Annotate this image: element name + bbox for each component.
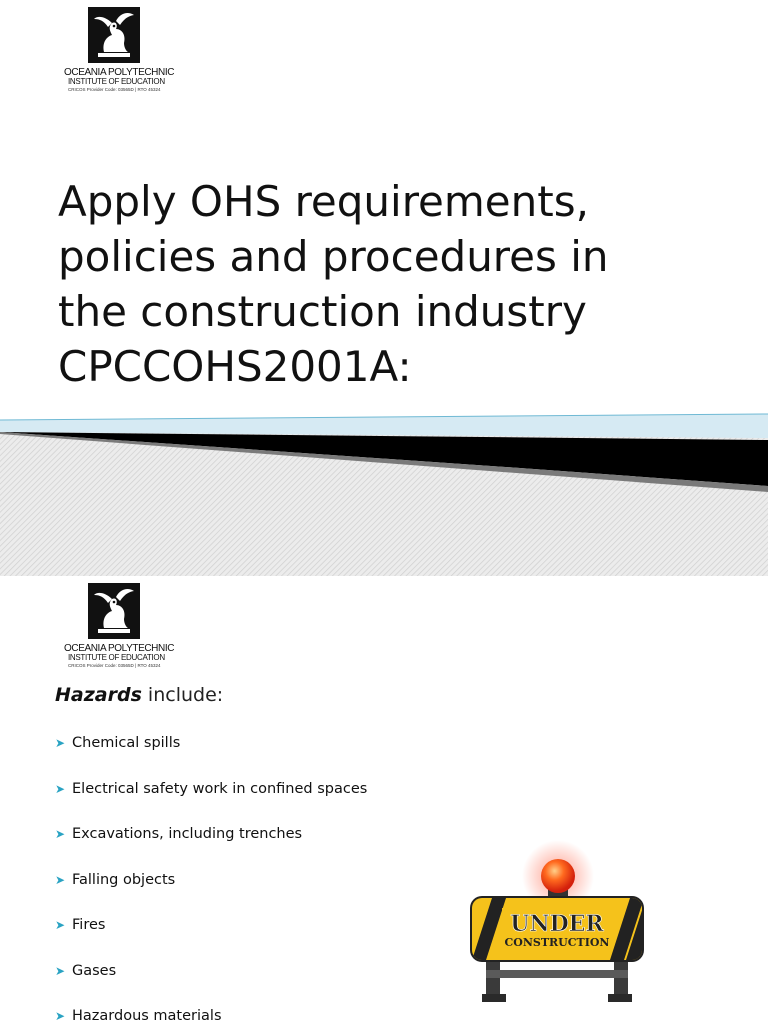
- list-item: [55, 825, 367, 871]
- list-item: [55, 916, 367, 962]
- sign-line2: CONSTRUCTION: [504, 936, 610, 949]
- list-item: [55, 871, 367, 917]
- list-item: [55, 734, 367, 780]
- chevron-right-icon: ➤: [55, 918, 66, 932]
- list-item: [55, 1007, 367, 1024]
- list-item-text: Electrical safety work in confined spaces: [72, 780, 368, 797]
- griffin-emblem-icon: [88, 7, 140, 63]
- list-item-text: Gases: [72, 962, 117, 979]
- list-item-text: Excavations, including trenches: [72, 826, 303, 842]
- hazards-heading-rest: include:: [141, 684, 224, 706]
- hazards-slide: [0, 576, 768, 1024]
- list-item: [55, 962, 367, 1008]
- logo-name-line2: INSTITUTE OF EDUCATION: [68, 653, 165, 662]
- hazards-heading-emphasis: Hazards: [55, 684, 142, 706]
- hazards-list: [55, 734, 367, 1024]
- chevron-right-icon: ➤: [55, 872, 66, 887]
- list-item-text: Chemical spills: [72, 735, 181, 751]
- logo-provider-line: CRICOS Provider Code: 03565D | RTO 45324: [68, 87, 161, 92]
- logo-name-line1: OCEANIA POLYTECHNIC: [64, 67, 175, 78]
- logo-name-line2: INSTITUTE OF EDUCATION: [68, 77, 165, 86]
- griffin-emblem-icon: [88, 583, 140, 639]
- chevron-right-icon: ➤: [55, 736, 66, 750]
- slide-title: Apply OHS requirements, policies and procedures in the construction industry CPCCOHS2001A:: [58, 177, 609, 391]
- logo-name-line1: OCEANIA POLYTECHNIC: [64, 643, 175, 654]
- sign-line1: UNDER: [510, 911, 604, 937]
- under-construction-sign-icon: [462, 840, 652, 1024]
- chevron-right-icon: ➤: [55, 827, 66, 841]
- chevron-right-icon: ➤: [55, 1009, 66, 1023]
- chevron-right-icon: ➤: [55, 963, 66, 978]
- list-item: [55, 780, 367, 826]
- chevron-right-icon: ➤: [55, 781, 66, 796]
- list-item-text: Fires: [72, 917, 106, 933]
- decorative-band: [0, 410, 768, 576]
- list-item-text: Hazardous materials: [72, 1008, 222, 1024]
- list-item-text: Falling objects: [72, 871, 176, 888]
- hazards-heading: [55, 684, 223, 706]
- logo-provider-line: CRICOS Provider Code: 03565D | RTO 45324: [68, 663, 161, 668]
